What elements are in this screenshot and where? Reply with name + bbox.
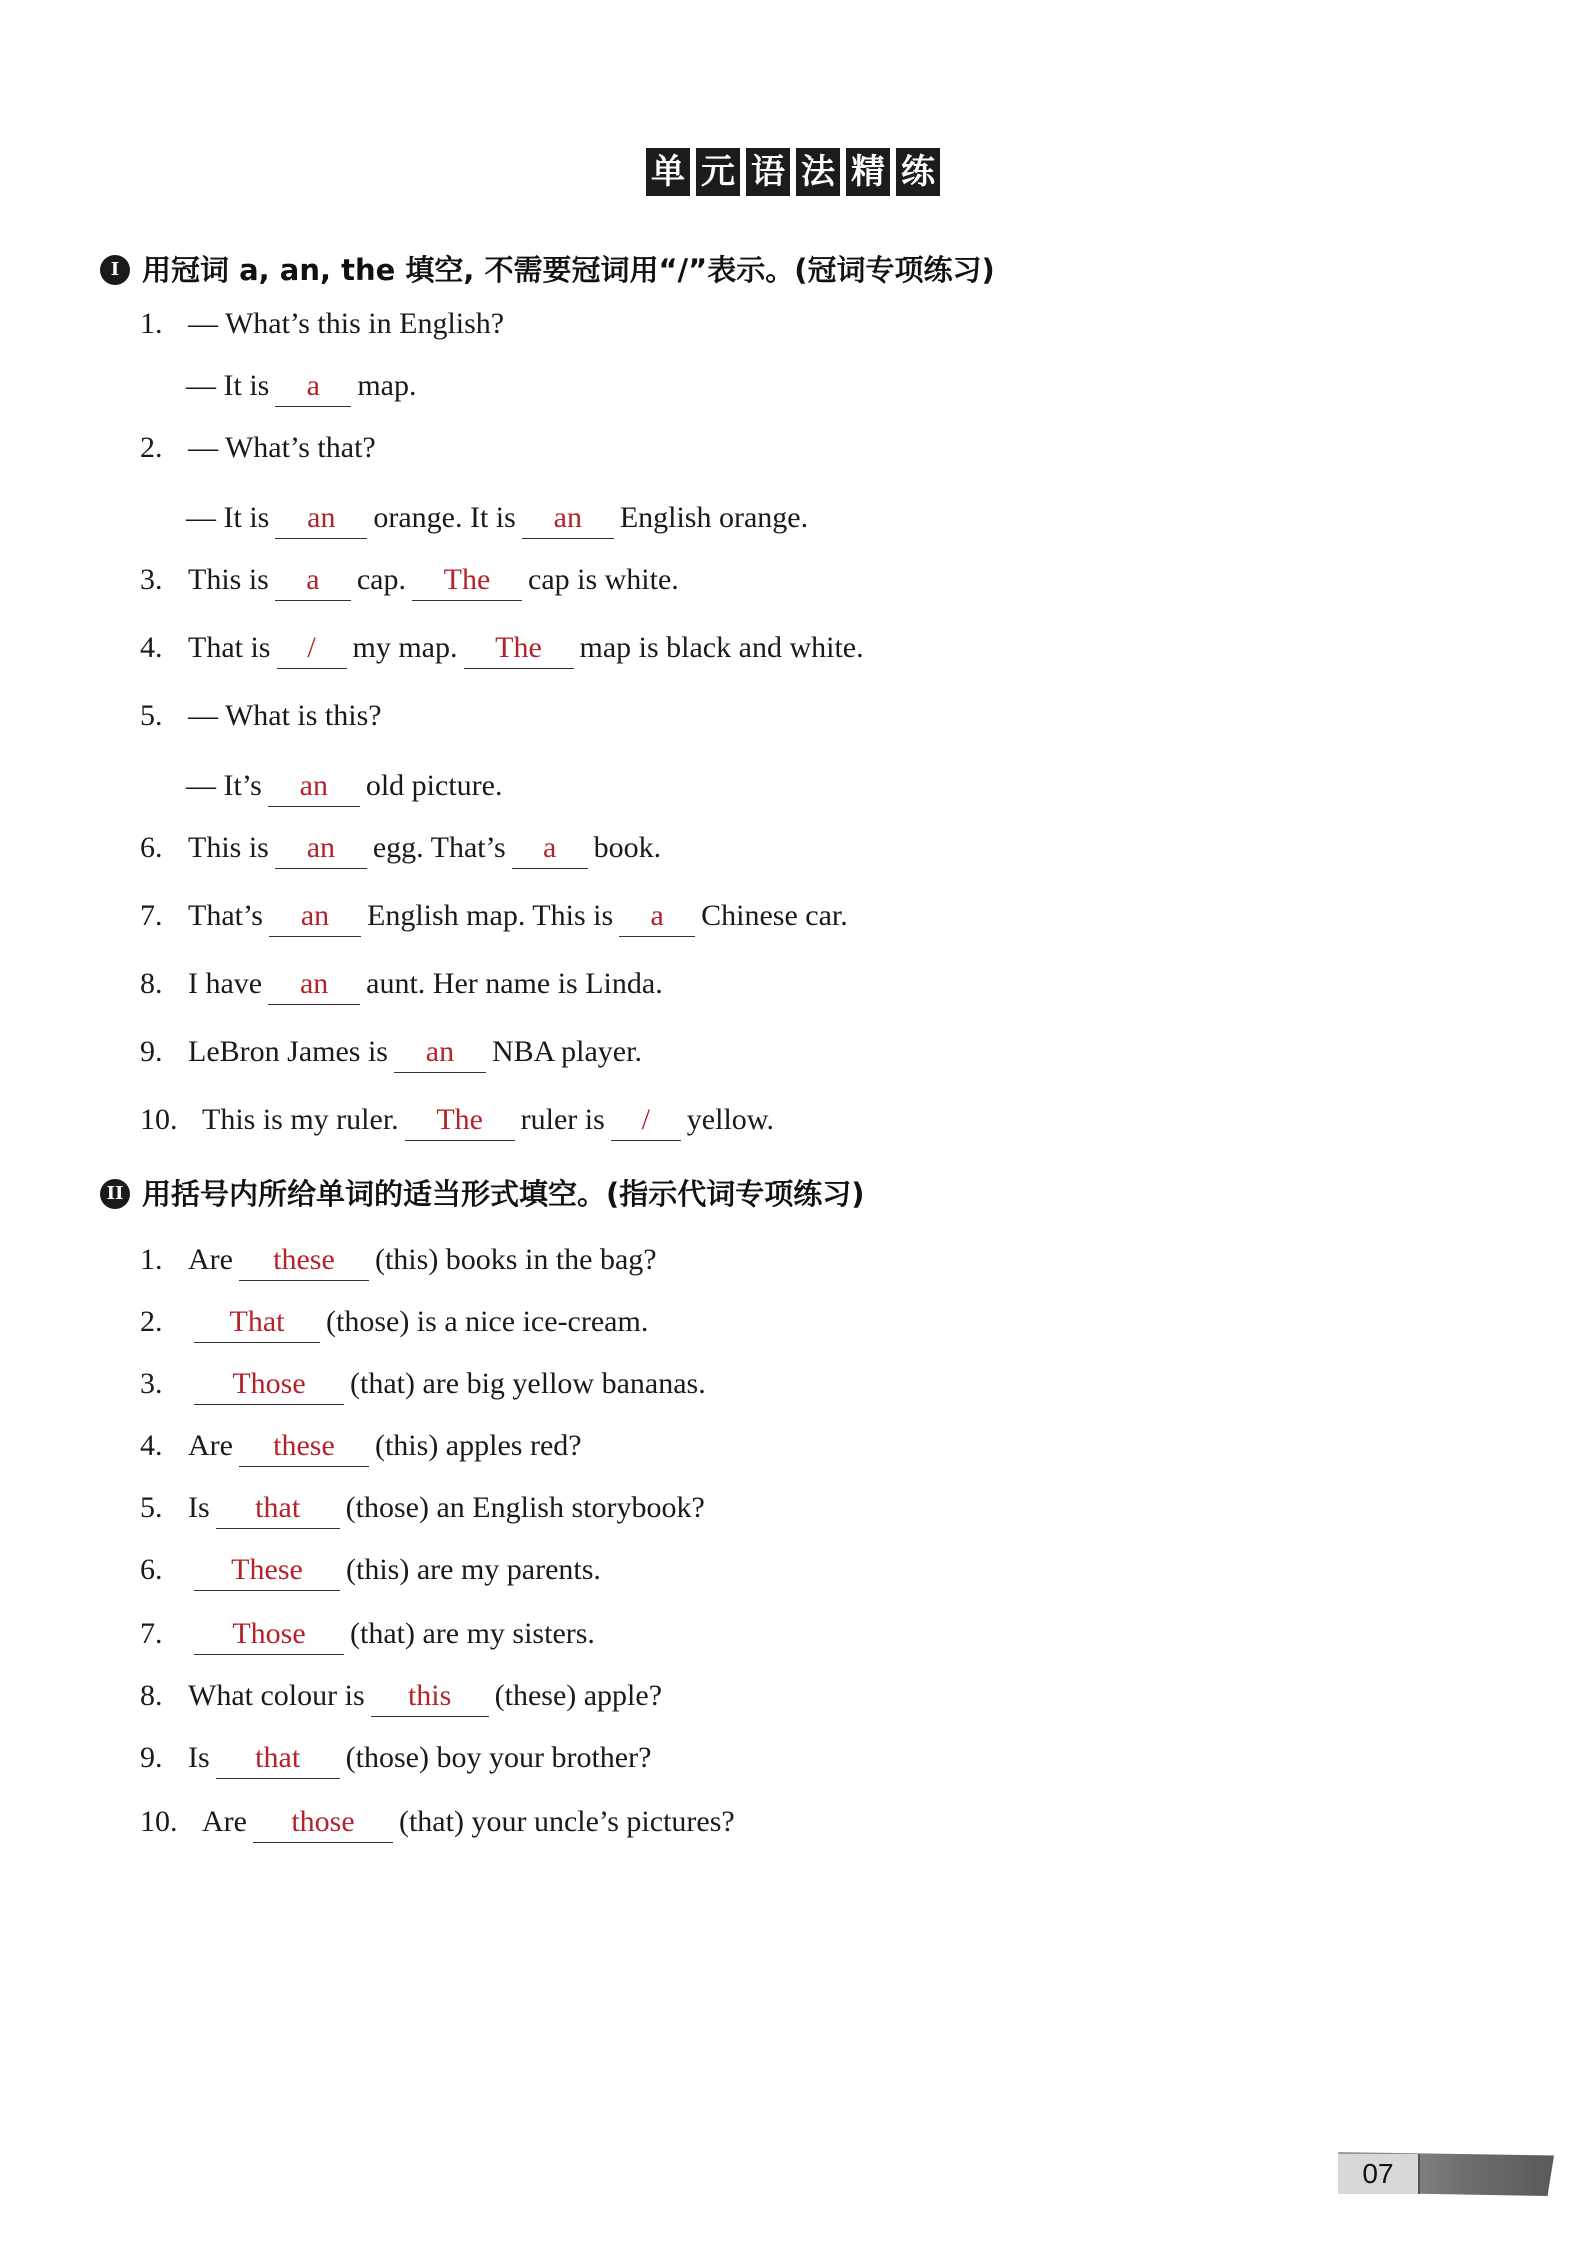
exercise-line: [140, 1236, 657, 1284]
exercise-line: [186, 762, 502, 810]
sentence-text: my map.: [352, 631, 458, 664]
sentence-text: (those) an English storybook?: [345, 1491, 705, 1524]
item-number: 4.: [140, 631, 163, 664]
sentence-text: This is: [188, 563, 269, 596]
item-number: 2.: [140, 1305, 163, 1338]
sentence-text: map.: [357, 369, 417, 402]
exercise-line: [140, 1360, 706, 1408]
section-instruction: 用冠词 a, an, the 填空, 不需要冠词用“/”表示。(冠词专项练习): [142, 253, 995, 287]
item-number: 2.: [140, 431, 163, 464]
exercise-line: [140, 892, 848, 940]
exercise-line: [140, 824, 661, 872]
sentence-text: — What is this?: [188, 699, 382, 732]
answer-blank[interactable]: that: [216, 1490, 340, 1529]
title-char: 练: [896, 148, 940, 196]
sentence-text: cap is white.: [528, 563, 679, 596]
sentence-text: — What’s this in English?: [188, 307, 505, 340]
answer-blank[interactable]: The: [412, 562, 522, 601]
exercise-line: [186, 494, 808, 542]
answer-blank[interactable]: That: [194, 1304, 320, 1343]
answer-blank[interactable]: The: [464, 630, 574, 669]
answer-blank[interactable]: an: [268, 966, 360, 1005]
sentence-text: (those) is a nice ice-cream.: [326, 1305, 649, 1338]
exercise-line: [140, 624, 864, 672]
sentence-text: Chinese car.: [701, 899, 848, 932]
title-char: 法: [796, 148, 840, 196]
item-number: 8.: [140, 1679, 163, 1712]
item-number: 5.: [140, 1491, 163, 1524]
sentence-text: ruler is: [520, 1103, 605, 1136]
item-number: 1.: [140, 1243, 163, 1276]
sentence-text: (this) are my parents.: [346, 1553, 601, 1586]
answer-blank[interactable]: an: [268, 768, 360, 807]
title-char: 元: [696, 148, 740, 196]
sentence-text: That is: [188, 631, 271, 664]
roman-numeral-badge: I: [100, 255, 130, 285]
item-number: 9.: [140, 1741, 163, 1774]
exercise-line: [140, 1798, 735, 1846]
exercise-line: [140, 960, 663, 1008]
exercise-line: [140, 424, 376, 472]
exercise-line: [140, 1672, 662, 1720]
item-number: 10.: [140, 1805, 178, 1838]
sentence-text: — It’s: [186, 769, 262, 802]
sentence-text: map is black and white.: [579, 631, 864, 664]
sentence-text: (those) boy your brother?: [345, 1741, 652, 1774]
answer-blank[interactable]: that: [216, 1740, 340, 1779]
answer-blank[interactable]: an: [522, 500, 614, 539]
answer-blank[interactable]: a: [512, 830, 588, 869]
sentence-text: egg. That’s: [372, 831, 506, 864]
answer-blank[interactable]: an: [269, 898, 361, 937]
item-number: 7.: [140, 1617, 163, 1650]
answer-blank[interactable]: a: [619, 898, 695, 937]
answer-blank[interactable]: a: [275, 562, 351, 601]
sentence-text: This is my ruler.: [202, 1103, 399, 1136]
answer-blank[interactable]: Those: [194, 1366, 344, 1405]
item-number: 6.: [140, 1553, 163, 1586]
sentence-text: cap.: [356, 563, 406, 596]
answer-blank[interactable]: a: [275, 368, 351, 407]
item-number: 4.: [140, 1429, 163, 1462]
item-number: 1.: [140, 307, 163, 340]
sentence-text: This is: [188, 831, 269, 864]
item-number: 7.: [140, 899, 163, 932]
item-number: 6.: [140, 831, 163, 864]
item-number: 9.: [140, 1035, 163, 1068]
sentence-text: orange. It is: [373, 501, 516, 534]
answer-blank[interactable]: These: [194, 1552, 340, 1591]
answer-blank[interactable]: those: [253, 1804, 393, 1843]
sentence-text: (that) are big yellow bananas.: [350, 1367, 706, 1400]
sentence-text: — It is: [186, 369, 270, 402]
sentence-text: (this) books in the bag?: [374, 1243, 657, 1276]
sentence-text: I have: [188, 967, 263, 1000]
sentence-text: NBA player.: [491, 1035, 642, 1068]
title-char: 单: [646, 148, 690, 196]
exercise-line: [140, 1422, 582, 1470]
answer-blank[interactable]: Those: [194, 1616, 344, 1655]
sentence-text: Is: [188, 1491, 210, 1524]
sentence-text: book.: [593, 831, 662, 864]
answer-blank[interactable]: an: [275, 500, 367, 539]
item-number: 3.: [140, 563, 163, 596]
sentence-text: aunt. Her name is Linda.: [366, 967, 663, 1000]
sentence-text: (that) your uncle’s pictures?: [398, 1805, 735, 1838]
sentence-text: (these) apple?: [494, 1679, 663, 1712]
exercise-line: [186, 362, 417, 410]
answer-blank[interactable]: The: [405, 1102, 515, 1141]
exercise-line: [140, 1734, 651, 1782]
exercise-line: [140, 1298, 648, 1346]
item-number: 3.: [140, 1367, 163, 1400]
section-instruction: 用括号内所给单词的适当形式填空。(指示代词专项练习): [142, 1177, 865, 1211]
answer-blank[interactable]: /: [611, 1102, 681, 1141]
title-char: 语: [746, 148, 790, 196]
answer-blank[interactable]: this: [371, 1678, 489, 1717]
item-number: 8.: [140, 967, 163, 1000]
answer-blank[interactable]: an: [394, 1034, 486, 1073]
exercise-line: [140, 1546, 601, 1594]
sentence-text: — It is: [186, 501, 270, 534]
answer-blank[interactable]: these: [239, 1242, 369, 1281]
sentence-text: English map. This is: [367, 899, 614, 932]
answer-blank[interactable]: /: [277, 630, 347, 669]
sentence-text: yellow.: [686, 1103, 774, 1136]
sentence-text: old picture.: [365, 769, 503, 802]
section-heading-2: [100, 1170, 865, 1214]
exercise-line: [140, 300, 504, 348]
item-number: 10.: [140, 1103, 178, 1136]
answer-blank[interactable]: an: [275, 830, 367, 869]
exercise-line: [140, 1096, 774, 1144]
sentence-text: (this) apples red?: [374, 1429, 582, 1462]
sentence-text: LeBron James is: [188, 1035, 388, 1068]
item-number: 5.: [140, 699, 163, 732]
sentence-text: What colour is: [188, 1679, 365, 1712]
sentence-text: (that) are my sisters.: [350, 1617, 595, 1650]
section-heading-1: [100, 246, 995, 290]
roman-numeral-badge: II: [100, 1179, 130, 1209]
exercise-line: [140, 1484, 705, 1532]
title-char: 精: [846, 148, 890, 196]
exercise-line: [140, 556, 679, 604]
sentence-text: That’s: [188, 899, 263, 932]
answer-blank[interactable]: these: [239, 1428, 369, 1467]
sentence-text: English orange.: [619, 501, 809, 534]
sentence-text: — What’s that?: [188, 431, 376, 464]
sentence-text: Are: [202, 1805, 247, 1838]
exercise-line: [140, 1028, 642, 1076]
exercise-line: [140, 1610, 595, 1658]
sentence-text: Are: [188, 1243, 233, 1276]
sentence-text: Are: [188, 1429, 233, 1462]
page-title: [0, 148, 1586, 196]
sentence-text: Is: [188, 1741, 210, 1774]
page-number: 07: [1338, 2154, 1420, 2194]
exercise-line: [140, 692, 382, 740]
